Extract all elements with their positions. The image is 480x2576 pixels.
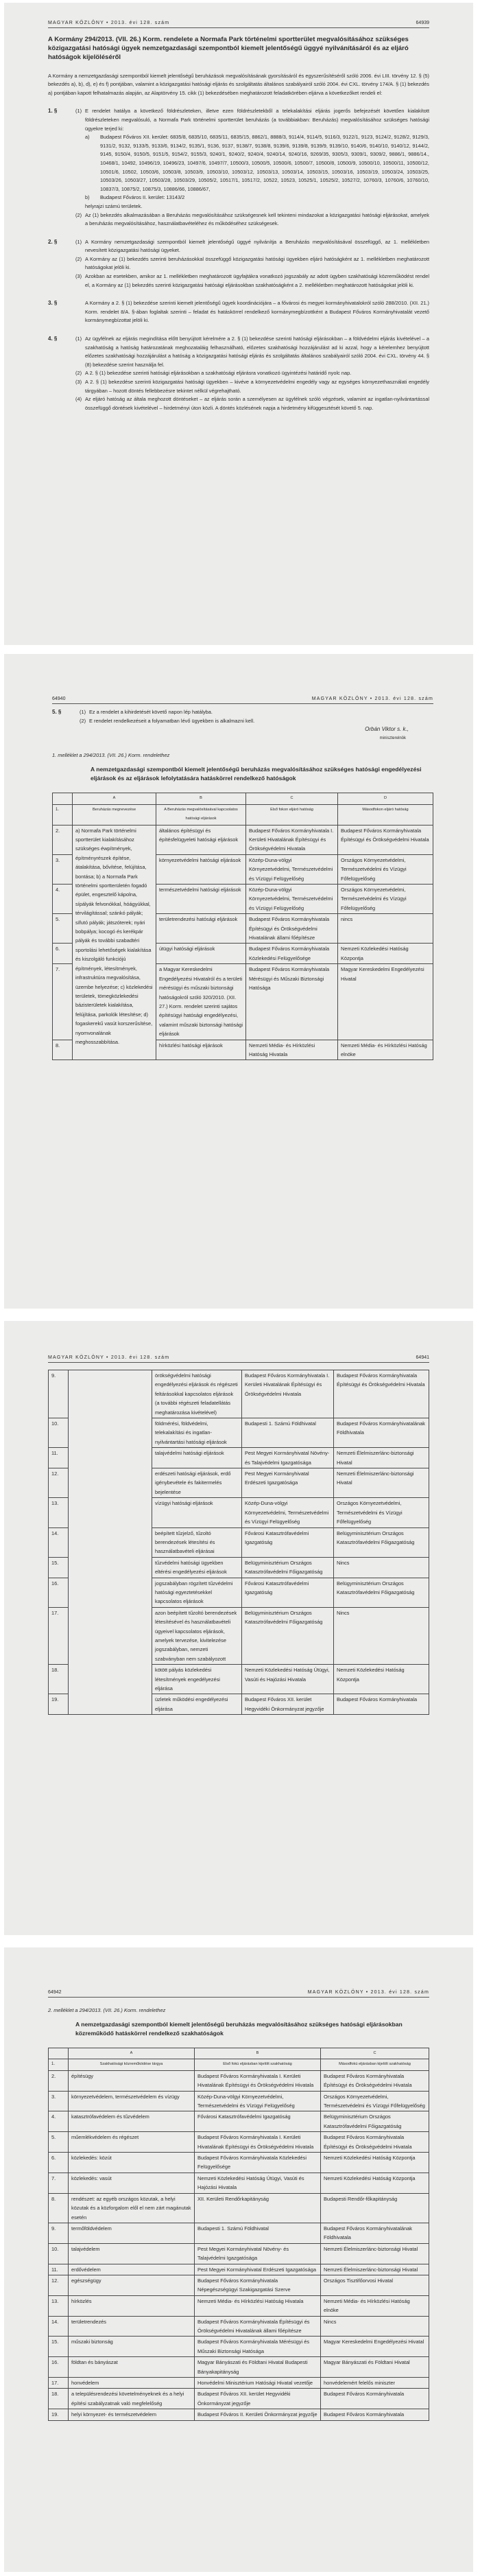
row-number: 13. — [49, 2295, 69, 2316]
first-instance-authority-cell: Magyar Bányászati és Földtani Hivatal Budapesti Bányakapitányság — [195, 2357, 321, 2378]
second-instance-authority-cell: Belügyminisztérium Országos Katasztrófavédelmi Főigazgatóság — [321, 2111, 429, 2132]
second-instance-authority-cell: Budapest Főváros Kormányhivatala Építésügyi és Örökségvédelmi Hivatala — [321, 2132, 429, 2153]
paragraph-number: (1) — [75, 238, 82, 245]
column-header: Első fokú eljárásban kijelölt szakhatóság — [195, 2059, 321, 2070]
first-instance-authority-cell: Pest Megyei Kormányhivatal Erdészeti Igazgatósága — [242, 1468, 334, 1498]
section-number: 4. § — [48, 336, 58, 342]
page-number: 64941 — [416, 1355, 429, 1360]
first-instance-authority-cell: Közép-Duna-völgyi Környezetvédelmi, Természetvédelmi és Vízügyi Felügyelőség — [242, 1498, 334, 1527]
procedure-cell: környezetvédelmi hatósági eljárások — [156, 854, 246, 884]
page-number: 64940 — [52, 696, 66, 701]
page-64941 — [4, 1321, 473, 1935]
row-number: 2. — [53, 825, 73, 854]
table-row — [49, 2091, 429, 2111]
row-number: 12. — [49, 1468, 69, 1498]
subject-cell: közlekedés: közút — [69, 2153, 195, 2173]
column-header: Első fokon eljáró hatóság — [246, 804, 338, 825]
table-row — [49, 2173, 429, 2193]
second-instance-authority-cell: Nemzeti Közlekedési Hatóság Központja — [338, 944, 433, 964]
row-number: 6. — [53, 944, 73, 964]
journal-name: MAGYAR KÖZLÖNY • 2013. évi 128. szám — [48, 21, 170, 25]
paragraph — [75, 107, 429, 211]
point-label: a) — [85, 134, 90, 141]
column-letters-row — [53, 793, 433, 804]
section-3 — [48, 299, 429, 325]
row-number: 3. — [53, 854, 73, 884]
first-instance-authority-cell: Közép-Duna-völgyi Környezetvédelmi, Természetvédelmi és Vízügyi Felügyelőség — [246, 885, 338, 914]
second-instance-authority-cell: Nemzeti Élelmiszerlánc-biztonsági Hivatal — [334, 1448, 429, 1468]
second-instance-authority-cell: Nemzeti Közlekedési Hatóság Központja — [321, 2173, 429, 2193]
column-letter: C — [246, 793, 338, 804]
first-instance-authority-cell: Fővárosi Katasztrófavédelmi Igazgatóság — [195, 2111, 321, 2132]
first-instance-authority-cell: Budapest Főváros Kormányhivatala Közlekedési Felügyelősége — [246, 944, 338, 964]
first-instance-authority-cell: Budapest Főváros Kormányhivatala I. Kerületi Hivatalának Építésügyi és Örökségvédelmi Hivatala — [195, 2132, 321, 2153]
row-number: 10. — [49, 2243, 69, 2264]
second-instance-authority-cell: Budapest Főváros Kormányhivatala — [334, 1694, 429, 1715]
column-letter: B — [195, 2048, 321, 2059]
annex2-table — [48, 2048, 429, 2421]
section-number: 2. § — [48, 238, 58, 245]
page-64942 — [4, 1947, 473, 2572]
row-number: 9. — [49, 1370, 69, 1418]
paragraph-text: E rendelet hatálya a következő földrészleteken, illetve ezen földrészletekből a telekalakítási eljárás jogerős befejezését követően kialakított földrészleteken megvalósuló, a Normafa Park történelmi sportterület beruházás (a továbbiakban: Beruházás) megvalósításához szükséges hatósági ügyekre terjed ki: — [85, 108, 429, 132]
column-header: A Beruházás megvalósításával kapcsolatos hatósági eljárások — [156, 804, 246, 825]
annex1-table-part2 — [48, 1370, 429, 1715]
row-number: 16. — [49, 1578, 69, 1607]
second-instance-authority-cell: Országos Tisztifőorvosi Hivatal — [321, 2275, 429, 2295]
first-instance-authority-cell: Nemzeti Média- és Hírközlési Hatóság Hivatala — [195, 2295, 321, 2316]
first-instance-authority-cell: Nemzeti Média- és Hírközlési Hatóság Hivatala — [246, 1040, 338, 1060]
second-instance-authority-cell: Nincs — [334, 1607, 429, 1664]
procedure-cell: üzletek működési engedélyezési eljárása — [152, 1694, 242, 1715]
row-number: 7. — [49, 2173, 69, 2193]
subject-cell: rendészet: az egyéb országos közutak, a helyi közutak és a közforgalom elől el nem zárt magánutak esetén — [69, 2193, 195, 2223]
subject-cell: helyi környezet- és természetvédelem — [69, 2409, 195, 2420]
column-header: Másodfokon eljáró hatóság — [338, 804, 433, 825]
paragraph-number: (3) — [75, 273, 82, 280]
first-instance-authority-cell: Közép-Duna-völgyi Környezetvédelmi, Természetvédelmi és Vízügyi Felügyelőség — [246, 854, 338, 884]
row-number: 19. — [49, 2409, 69, 2420]
table-row — [49, 2111, 429, 2132]
second-instance-authority-cell: Budapest Főváros Kormányhivatala Építésügyi és Örökségvédelmi Hivatala — [334, 1370, 429, 1418]
column-letter: A — [73, 793, 156, 804]
paragraph-text: E rendelet rendelkezéseit a folyamatban lévő ügyekben is alkalmazni kell. — [89, 717, 255, 724]
table-row — [49, 2243, 429, 2264]
table-row — [49, 2153, 429, 2173]
procedure-cell: a Magyar Kereskedelmi Engedélyezési Hivatalról és a területi mérésügyi és műszaki biztonsági hatóságokról szóló 320/2010. (XII. 27.) Korm. rendelet szerinti sajátos építésügyi hatósági engedélyezési, valamint műszaki biztonsági hatósági eljárások — [156, 964, 246, 1040]
paragraph-text: A Kormány nemzetgazdasági szempontból kiemelt jelentőségű üggyé nyilvánítja a Beruházás megvalósításával összefüggő, az 1. mellékletben nevesített közigazgatási hatósági ügyeket. — [85, 238, 429, 254]
table-row — [49, 1370, 429, 1418]
first-instance-authority-cell: Budapest Főváros Kormányhivatala I. Kerületi Hivatalának Építésügyi és Örökségvédelmi Hivatala — [246, 825, 338, 854]
first-instance-authority-cell: Belügyminisztérium Országos Katasztrófavédelmi Főigazgatóság — [242, 1557, 334, 1578]
subject-cell: talajvédelem — [69, 2243, 195, 2264]
first-instance-authority-cell: Belügyminisztérium Országos Katasztrófavédelmi Főigazgatóság — [242, 1607, 334, 1664]
row-number: 16. — [49, 2357, 69, 2378]
row-number: 17. — [49, 2378, 69, 2389]
row-number: 13. — [49, 1498, 69, 1527]
corner-cell — [49, 2048, 69, 2059]
second-instance-authority-cell: nincs — [338, 914, 433, 944]
procedure-cell: útügyi hatósági eljárások — [156, 944, 246, 964]
table-row — [49, 2337, 429, 2357]
first-instance-authority-cell: Fővárosi Katasztrófavédelmi Igazgatóság — [242, 1578, 334, 1607]
paragraph-text: Az ügyfélnek az eljárás megindítása előtt benyújtott kérelmére a 2. § (1) bekezdése szerinti hatósági eljárásokban – a földvédelmi eljárás kivételével – a szakhatóság a hatóság határozatának meghozataláig felhasználható, előzetes szakhatósági hozzájárulást ad ki azzal, hogy a kérelemhez benyújtott előzetes szakhatósági hozzájárulást a hatóság a közigazgatási hatósági eljárás és szolgáltatás általános szabályairól szóló 2004. évi CXL. törvény 44. § (8) bekezdése szerint használja fel. — [85, 336, 429, 368]
page-64939 — [4, 3, 473, 645]
second-instance-authority-cell: Nemzeti Média- és Hírközlési Hatóság elnöke — [321, 2295, 429, 2316]
row-number: 1. — [49, 2059, 69, 2070]
row-number: 11. — [49, 2264, 69, 2275]
table-row — [49, 2409, 429, 2420]
paragraph — [80, 717, 433, 726]
table-row — [49, 2316, 429, 2337]
point-label: b) — [85, 194, 90, 201]
subject-cell: egészségügy — [69, 2275, 195, 2295]
second-instance-authority-cell: Belügyminisztérium Országos Katasztrófavédelmi Főigazgatóság — [334, 1578, 429, 1607]
second-instance-authority-cell: Nemzeti Élelmiszerlánc-biztonsági Hivatal — [321, 2264, 429, 2275]
row-number: 15. — [49, 1557, 69, 1578]
row-number: 15. — [49, 2337, 69, 2357]
section-1 — [48, 107, 429, 228]
first-instance-authority-cell: Budapest Főváros XII. kerület Hegyvidéki Önkormányzat jegyzője — [195, 2389, 321, 2409]
decree-title: A Kormány 294/2013. (VII. 26.) Korm. rendelete a Normafa Park történelmi sportterület megvalósításához szükséges közigazgatási hatósági ügyek nemzetgazdasági szempontból kiemelt jelentőségű üggyé nyilvánításáról és az eljáró hatóságok kijelöléséről — [48, 36, 409, 62]
signature-block — [52, 725, 409, 742]
column-letters-row — [49, 2048, 429, 2059]
subject-cell: közlekedés: vasút — [69, 2173, 195, 2193]
annex1-rows — [49, 1370, 429, 1715]
first-instance-authority-cell: Budapest Főváros XII. kerület Hegyvidéki Önkormányzat jegyzője — [242, 1694, 334, 1715]
first-instance-authority-cell: Nemzeti Közlekedési Hatóság Útügyi, Vasúti és Hajózási Hivatala — [242, 1665, 334, 1694]
subject-cell: erdővédelem — [69, 2264, 195, 2275]
row-number: 2. — [49, 2070, 69, 2091]
paragraph — [75, 272, 429, 290]
section-5 — [52, 708, 433, 725]
paragraph-text: Az eljáró hatóság az általa meghozott döntéseket – az eljárás során a személyesen az ügyfélnek szóló végzések, valamint az ingatlan-nyilvántartással összefüggő döntések kivételével – hirdetményi úton közli. A döntés közlésének napja a hirdetmény kifüggesztését követő 5. nap. — [85, 396, 429, 411]
second-instance-authority-cell: Nemzeti Élelmiszerlánc-biztonsági Hivatal — [321, 2243, 429, 2264]
table-row — [49, 2275, 429, 2295]
row-number: 14. — [49, 2316, 69, 2337]
row-number: 7. — [53, 964, 73, 1040]
table-row — [53, 825, 433, 854]
page-number: 64939 — [416, 21, 429, 25]
table-row — [49, 2295, 429, 2316]
subject-cell: katasztrófavédelem és tűzvédelem — [69, 2111, 195, 2132]
row-number: 12. — [49, 2275, 69, 2295]
table-row — [49, 2193, 429, 2223]
procedure-cell: földmérési, földvédelmi, telekalakítási és ingatlan-nyilvántartási hatósági eljárások — [152, 1418, 242, 1448]
second-instance-authority-cell: Nemzeti Közlekedési Hatóság Központja — [334, 1665, 429, 1694]
row-number: 11. — [49, 1448, 69, 1468]
paragraph-text: A 2. § (1) bekezdése szerinti közigazgatási hatósági ügyekben – kivéve a környezetvédelmi engedély vagy az egységes környezethasználati engedély tárgyában – hozott döntés fellebbezésre tekintet nélkül végrehajtható. — [85, 379, 429, 394]
first-instance-authority-cell: Budapesti 1. Számú Földhivatal — [195, 2223, 321, 2243]
row-number: 17. — [49, 1607, 69, 1664]
paragraph — [80, 708, 433, 717]
journal-name: MAGYAR KÖZLÖNY • 2013. évi 128. szám — [48, 1355, 170, 1360]
corner-cell — [53, 793, 73, 804]
first-instance-authority-cell: Budapest Főváros Kormányhivatala Mérésügyi és Műszaki Biztonsági Hatósága — [246, 964, 338, 1040]
point-b — [85, 194, 429, 202]
row-number: 3. — [49, 2091, 69, 2111]
paragraph-text: Azokban az esetekben, amikor az 1. mellékletben meghatározott ügyfajtákra vonatkozó jogszabály az adott ügyben szakhatósági közreműködést rendel el, a Kormány az (1) bekezdés szerinti közigazgatási hatósági eljárásokban szakhatóságként a 2. mellékletben meghatározott hatóságokat jelöli ki. — [85, 273, 429, 288]
paragraph-number: (3) — [75, 379, 82, 386]
second-instance-authority-cell: Budapest Főváros Kormányhivatala Építésügyi és Örökségvédelmi Hivatala — [338, 825, 433, 854]
first-instance-authority-cell: Pest Megyei Kormányhivatal Erdészeti Igazgatósága — [195, 2264, 321, 2275]
paragraph-number: (2) — [75, 370, 82, 377]
second-instance-authority-cell: Budapest Főváros Kormányhivatala — [321, 2389, 429, 2409]
second-instance-authority-cell: Nincs — [321, 2316, 429, 2337]
paragraph-number: (1) — [75, 108, 82, 115]
project-description-cell-continued — [69, 1370, 152, 1715]
row-number: 6. — [49, 2153, 69, 2173]
second-instance-authority-cell: Országos Környezetvédelmi, Természetvédelmi és Vízügyi Főfelügyelőség — [338, 885, 433, 914]
first-instance-authority-cell: XII. Kerületi Rendőrkapitányság — [195, 2193, 321, 2223]
procedure-cell: azon beépített tűzoltó berendezések létesítésével és használatbavételi ügyeivel kapcsolatos eljárások, amelyek tervezése, kivitelezése jogszabályban, nemzeti szabványban nem szabályozott — [152, 1607, 242, 1664]
row-number: 5. — [49, 2132, 69, 2153]
column-letter: C — [321, 2048, 429, 2059]
project-description-cell: a) Normafa Park történelmi sportterület kialakításához szükséges éwpítmények, építményrészek építése, átalakítása, bővítése, felújítása, bontása; b) a Normafa Park történelmi sportterületén fogadó épület, engesztelő kápolna, sípályák felvonókkal, hóágyúkkal, térvilágítással; szánkó pályák; sífutó pályák; játszóterek; nyári bobpálya; kocogó és kerékpár pályák és további szabadtéri sportolási lehetőségek kialakítása és kiszolgáló funkciójú építmények, létesítmények, infrastruktúra megvalósítása, üzembe helyezése; c) közlekedési területek, tömegközlekedési bázisterületek kialakítása, felújítása, parkolók létesítése; d) fogaskerekű vasút korszerűsítése, nyomvonalának meghosszabbítása. — [73, 825, 156, 1060]
procedure-cell: kötött pályás közlekedési létesítmények engedélyezési eljárása — [152, 1665, 242, 1694]
first-instance-authority-cell: Budapest Főváros Kormányhivatala Építésügyi és Örökségvédelmi Hivatalának állami főépítésze — [246, 914, 338, 944]
column-header: Beruházás megnevezése — [73, 804, 156, 825]
second-instance-authority-cell: Belügyminisztérium Országos Katasztrófavédelmi Főigazgatóság — [334, 1527, 429, 1557]
row-number: 4. — [53, 885, 73, 914]
subject-cell: honvédelem — [69, 2378, 195, 2389]
parcel-list: Budapest Főváros II. kerület: 13143/2 — [100, 194, 185, 201]
paragraph-number: (1) — [75, 336, 82, 342]
second-instance-authority-cell: honvédelemért felelős miniszter — [321, 2378, 429, 2389]
section-2 — [48, 238, 429, 290]
section-text: A Kormány a 2. § (1) bekezdése szerinti kiemelt jelentőségű ügyek koordinációjára – a fővárosi és megyei kormányhivatalokról szóló 288/2010. (XII. 21.) Korm. rendelet 8/A. §-ában foglaltak szerinti – feladat és hatáskörrel rendelkező kormánymegbízottként a Budapest Főváros Kormányhivatalát vezető kormánymegbízottat jelöli ki. — [85, 300, 429, 324]
table-row — [49, 2223, 429, 2243]
procedure-cell: talajvédelmi hatósági eljárások — [152, 1448, 242, 1468]
column-letter: D — [338, 793, 433, 804]
paragraph-text: Az (1) bekezdés alkalmazásában a Beruházás megvalósításához szükségesnek kell tekinteni mindazokat a közigazgatási hatósági eljárásokat, amelyek a beruházás megvalósításához, használatbavételéhez és működéséhez szükségesek. — [85, 211, 429, 227]
second-instance-authority-cell: Nemzeti Média- és Hírközlési Hatóság elnöke — [338, 1040, 433, 1060]
procedure-cell: vízügyi hatósági eljárások — [152, 1498, 242, 1527]
first-instance-authority-cell: Budapest Főváros Kormányhivatala Népegészségügyi Szakigazgatási Szerve — [195, 2275, 321, 2295]
section-number: 3. § — [48, 300, 58, 307]
row-number: 19. — [49, 1694, 69, 1715]
paragraph-text: Ez a rendelet a kihirdetését követő napon lép hatályba. — [89, 709, 213, 715]
page-header — [48, 21, 429, 28]
paragraph-number: (2) — [75, 255, 82, 262]
second-instance-authority-cell: Országos Környezetvédelmi, Természetvédelmi és Vízügyi Főfelügyelőség — [334, 1498, 429, 1527]
paragraph — [75, 335, 429, 369]
procedure-cell: beépített tűzjelző, tűzoltó berendezések létesítési és használatbavételi eljárásai — [152, 1527, 242, 1557]
page-header — [52, 696, 433, 704]
subject-cell: földtan és bányászat — [69, 2357, 195, 2378]
page-header — [48, 1990, 429, 1998]
second-instance-authority-cell: Nemzeti Közlekedési Hatóság Központja — [321, 2153, 429, 2173]
second-instance-authority-cell: Magyar Kereskedelmi Engedélyezési Hivatal — [321, 2337, 429, 2357]
paragraph — [75, 378, 429, 395]
column-header: Másodfokú eljárásban kijelölt szakhatóság — [321, 2059, 429, 2070]
paragraph-number: (4) — [75, 396, 82, 403]
row-number: 8. — [49, 2193, 69, 2223]
subject-cell: környezetvédelem, természetvédelem és vízügy — [69, 2091, 195, 2111]
first-instance-authority-cell: Honvédelmi Minisztérium Hatósági Hivatal vezetője — [195, 2378, 321, 2389]
row-number: 4. — [49, 2111, 69, 2132]
second-instance-authority-cell: Nemzeti Élelmiszerlánc-biztonsági Hivatal — [334, 1468, 429, 1498]
annex-title: A nemzetgazdasági szempontból kiemelt jelentőségű beruházás megvalósításához szükséges hatósági engedélyezési eljárások és az eljárások lefolytatására hatáskörrel rendelkező hatóságok — [91, 766, 422, 782]
journal-name: MAGYAR KÖZLÖNY • 2013. évi 128. szám — [311, 696, 433, 701]
subject-cell: termőföldvédelem — [69, 2223, 195, 2243]
row-number: 8. — [53, 1040, 73, 1060]
first-instance-authority-cell: Budapest Főváros II. Kerületi Önkormányzat jegyzője — [195, 2409, 321, 2420]
paragraph — [75, 238, 429, 255]
procedure-cell: területrendezési hatósági eljárások — [156, 914, 246, 944]
procedure-cell: erdészeti hatósági eljárások, erdő igénybevétele és fakitermelés bejelentése — [152, 1468, 242, 1498]
table-row — [49, 2389, 429, 2409]
subject-cell: műemlékvédelem és régészet — [69, 2132, 195, 2153]
subject-cell: a településrendezési követelményeknek és a helyi építési szabályzatnak való megfelelőség — [69, 2389, 195, 2409]
paragraph-text: A Kormány az (1) bekezdés szerinti beruházásokkal összefüggő közigazgatási hatósági ügyekben eljáró hatóságként az 1. mellékletben meghatározott hatóságokat jelöli ki. — [85, 255, 429, 271]
column-letter: B — [156, 793, 246, 804]
annex1-rows — [53, 825, 433, 1060]
first-instance-authority-cell: Budapest Főváros Kormányhivatala Közlekedési Felügyelősége — [195, 2153, 321, 2173]
first-instance-authority-cell: Pest Megyei Kormányhivatal Növény- és Talajvédelmi Igazgatósága — [195, 2243, 321, 2264]
first-instance-authority-cell: Nemzeti Közlekedési Hatóság Útügyi, Vasúti és Hajózási Hivatala — [195, 2173, 321, 2193]
paragraph-number: (1) — [80, 709, 86, 715]
table-row — [49, 2132, 429, 2153]
first-instance-authority-cell: Pest Megyei Kormányhivatal Növény- és Talajvédelmi Igazgatósága — [242, 1448, 334, 1468]
row-number: 18. — [49, 2389, 69, 2409]
section-number: 5. § — [52, 709, 62, 715]
second-instance-authority-cell: Budapest Főváros Kormányhivatala — [321, 2409, 429, 2420]
second-instance-authority-cell: Budapest Főváros Kormányhivatalának Földhivatala — [321, 2223, 429, 2243]
signatory-name: Orbán Viktor s. k., — [365, 726, 409, 733]
row-number: 1. — [53, 804, 73, 825]
annex2-rows — [49, 2070, 429, 2420]
second-instance-authority-cell: Magyar Bányászati és Földtani Hivatal — [321, 2357, 429, 2378]
second-instance-authority-cell: Budapest Főváros Kormányhivatala Építésügyi és Örökségvédelmi Hivatala — [321, 2070, 429, 2091]
second-instance-authority-cell: Budapesti Rendőr-főkapitányság — [321, 2193, 429, 2223]
procedure-cell: természetvédelmi hatósági eljárások — [156, 885, 246, 914]
page-header — [48, 1355, 429, 1363]
first-instance-authority-cell: Budapest Főváros Kormányhivatala Mérésügyi és Műszaki Biztonsági Hatósága — [195, 2337, 321, 2357]
subject-cell: hírközlés — [69, 2295, 195, 2316]
table-row — [49, 2070, 429, 2091]
page-number: 64942 — [48, 1990, 62, 1995]
header-row — [53, 804, 433, 825]
second-instance-authority-cell: Budapest Főváros Kormányhivatalának Földhivatala — [334, 1418, 429, 1448]
preamble: A Kormány a nemzetgazdasági szempontból kiemelt jelentőségű beruházások megvalósításának gyorsításáról és egyszerűsítéséről szóló 2006. évi LIII. törvény 12. § (5) bekezdés a), b), d), e) és f) pontjában, valamint a közigazgatási hatósági eljárás és szolgáltatás általános szabályairól szóló 2004. évi CXL. törvény 174/A. § (1) bekezdés a) pontjában kapott felhatalmazás alapján, az Alaptörvény 15. cikk (1) bekezdésében meghatározott feladatkörében eljárva a következőket rendeli el: — [48, 72, 429, 96]
procedure-cell: örökségvédelmi hatósági engedélyezési eljárások és régészeti feltárásokkal kapcsolatos eljárások (a további régészeti feladatellátás meghatározása kivételével) — [152, 1370, 242, 1418]
first-instance-authority-cell: Budapest Főváros Kormányhivatala I. Kerületi Hivatalának Építésügyi és Örökségvédelmi Hivatala — [242, 1370, 334, 1418]
section-4 — [48, 335, 429, 412]
paragraph-tail: helyrajzi számú területek. — [85, 202, 143, 209]
annex-label: 1. melléklet a 294/2013. (VII. 26.) Korm. rendelethez — [52, 752, 170, 759]
paragraph — [75, 255, 429, 272]
row-number: 9. — [49, 2223, 69, 2243]
procedure-cell: jogszabályban rögzített tűzvédelmi hatósági egyeztetésekkel kapcsolatos eljárások — [152, 1578, 242, 1607]
header-row — [49, 2059, 429, 2070]
annex-label: 2. melléklet a 294/2013. (VII. 26.) Korm. rendelethez — [48, 2007, 166, 2013]
row-number: 10. — [49, 1418, 69, 1448]
second-instance-authority-cell: Országos Környezetvédelmi, Természetvédelmi és Vízügyi Főfelügyelőség — [338, 854, 433, 884]
signatory-role: miniszterelnök — [379, 736, 406, 740]
table-row — [49, 2357, 429, 2378]
annex1-table-part1 — [52, 793, 433, 1060]
first-instance-authority-cell: Budapesti 1. Számú Földhivatal — [242, 1418, 334, 1448]
subject-cell: műszaki biztonság — [69, 2337, 195, 2357]
paragraph — [75, 395, 429, 412]
point-a — [85, 133, 429, 194]
paragraph-number: (2) — [80, 717, 86, 724]
section-number: 1. § — [48, 108, 58, 115]
second-instance-authority-cell: Országos Környezetvédelmi, Természetvédelmi és Vízügyi Főfelügyelőség — [321, 2091, 429, 2111]
annex-title: A nemzetgazdasági szempontból kiemelt jelentőségű beruházás megvalósításához szükséges hatósági eljárásokban közreműködő hatáskörrel rendelkező szakhatóságok — [75, 2021, 403, 2037]
subject-cell: építésügy — [69, 2070, 195, 2091]
first-instance-authority-cell: Budapest Főváros Kormányhivatala I. Kerületi Hivatalának Építésügyi és Örökségvédelmi Hivatala — [195, 2070, 321, 2091]
paragraph-text: A 2. § (1) bekezdése szerinti hatósági eljárásokban a szakhatósági eljárásra vonatkozó ügyintézési határidő nyolc nap. — [85, 370, 352, 377]
procedure-cell: hírközlési hatósági eljárások — [156, 1040, 246, 1060]
paragraph — [75, 369, 429, 378]
first-instance-authority-cell: Közép-Duna-völgyi Környezetvédelmi, Természetvédelmi és Vízügyi Felügyelőség — [195, 2091, 321, 2111]
second-instance-authority-cell: Nincs — [334, 1557, 429, 1578]
row-number: 14. — [49, 1527, 69, 1557]
first-instance-authority-cell: Budapest Főváros Kormányhivatala Építésügyi és Örökségvédelmi Hivatalának állami főépítésze — [195, 2316, 321, 2337]
table-row — [49, 2264, 429, 2275]
column-header: Szakhatósági közreműködése tárgya — [69, 2059, 195, 2070]
table-row — [49, 2378, 429, 2389]
subject-cell: területrendezés — [69, 2316, 195, 2337]
journal-name: MAGYAR KÖZLÖNY • 2013. évi 128. szám — [307, 1990, 429, 1995]
first-instance-authority-cell: Fővárosi Katasztrófavédelmi Igazgatóság — [242, 1527, 334, 1557]
paragraph-number: (2) — [75, 211, 82, 218]
page-64940 — [4, 654, 473, 1309]
parcel-list: Budapest Főváros XII. kerület: 6835/8, 6835/10, 6835/11, 6835/15, 8862/1, 8888/3, 9114/4, 9114/5, 9116/3, 9122/1, 9123, 9124/2, 9128/2, 9129/3, 9131/2, 9132, 9133/5, 9133/6, 9134/2, 9135/1, 9136, 9137, 9138/7, 9138/8, 9139/6, 9139/8, 9139/9, 9139/10, 9140/6, 9140/10, 9140/12, 9144/2, 9145, 9150/4, 9150/5, 9151/5, 9154/2, 9155/3, 9240/1, 9240/2, 9240/4, 9240/14, 9240/16, 9269/35, 9305/3, 9309/1, 9309/2, 9886/1, 9886/14., 10468/1, 10492, 10496/19, 10496/23, 10497/6, 10497/7, 10500/3, 10500/5, 10500/6, 10500/7, 10500/8, 10500/9, 10500/10, 10500/11, 10500/12, 10501/6, 10502, 10503/6, 10503/8, 10503/9, 10503/10, 10503/12, 10503/13, 10503/14, 10503/15, 10503/16, 10503/19, 10503/24, 10503/25, 10503/26, 10503/27, 10503/28, 10503/29, 10505/2, 10517/1, 10517/2, 10522, 10523, 10525/1, 10525/2, 10527/2, 10760/3, 10760/6, 10760/10, 10837/3, 10875/2, 10875/3, 10886/66, 10886/67, — [100, 134, 429, 192]
paragraph — [75, 211, 429, 229]
second-instance-authority-cell: Magyar Kereskedelmi Engedélyezési Hivatal — [338, 964, 433, 1040]
row-number: 18. — [49, 1665, 69, 1694]
column-letter: A — [69, 2048, 195, 2059]
row-number: 5. — [53, 914, 73, 944]
procedure-cell: tűzvédelmi hatósági ügyekben eltérési engedélyezési eljárások — [152, 1557, 242, 1578]
procedure-cell: általános építésügyi és építésfelügyeleti hatósági eljárások — [156, 825, 246, 854]
